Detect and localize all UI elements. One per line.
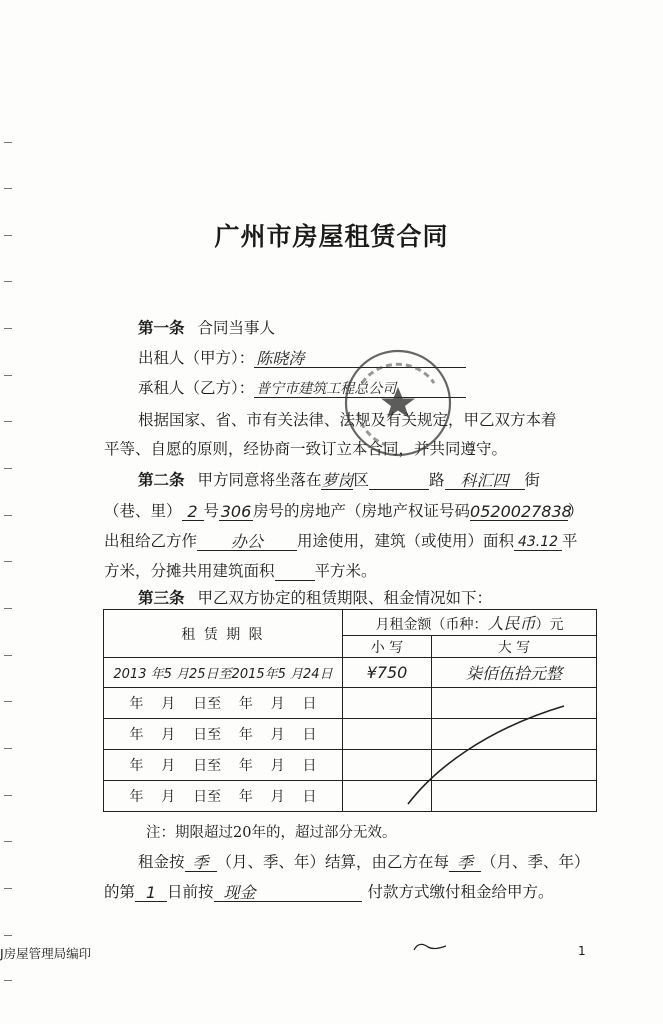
article2-line4 (104, 561, 377, 581)
payment-method-field: 现金 (214, 883, 362, 902)
payment-text: （月、季、年） (481, 853, 590, 871)
district-field: 萝岗 (321, 471, 354, 490)
margin-tick (4, 421, 12, 422)
strike-through-line (404, 700, 574, 810)
tenant-field: 普宁市建筑工程总公司 (254, 379, 466, 398)
footer-publisher: J房屋管理局编印 (0, 946, 92, 961)
use-field: 办公 (197, 532, 297, 551)
payment-text: （月、季、年）结算，由乙方在每 (216, 853, 450, 871)
currency-field: 人民币 (487, 614, 536, 633)
period-cell: 年 月 日至 年 月 日 (104, 750, 343, 781)
article2-text: 平方米。 (314, 562, 377, 580)
period-cell: 2013 年5 月25日至2015年5 月24日 (104, 658, 343, 688)
article2-line1 (138, 470, 540, 490)
margin-tick (4, 281, 12, 282)
margin-tick (4, 142, 12, 143)
small-amount-header: 小 写 (343, 636, 432, 658)
lane-number-field: 2 (182, 502, 204, 521)
margin-tick (4, 795, 12, 796)
landlord-label: 出租人（甲方）： (138, 349, 255, 367)
article1-para-line2: 平等、自愿的原则，经协商一致订立本合同，并共同遵守。 (104, 440, 508, 458)
article2-text: 平 (562, 532, 578, 550)
article2-text: （巷、里） (104, 502, 182, 520)
article3-heading: 第三条 (138, 588, 185, 607)
note: 注：期限超过20年的，超过部分无效。 (146, 825, 397, 841)
payment-text: 日前按 (167, 883, 214, 901)
handwritten-mark (410, 938, 450, 958)
monthly-rent-header-suffix: ）元 (535, 617, 564, 633)
article2-text: 方米，分摊共用建筑面积 (104, 562, 275, 580)
period-cell: 年 月 日至 年 月 日 (104, 719, 343, 750)
article2-line3 (104, 531, 578, 551)
page-number: 1 (578, 944, 586, 958)
article3-line (138, 588, 492, 608)
landlord-field: 陈晓涛 (254, 349, 466, 368)
article2-line2 (104, 501, 584, 521)
room-number-field: 306 (220, 502, 252, 521)
margin-tick (4, 328, 12, 329)
monthly-rent-header (343, 610, 597, 636)
article2-text: 街 (524, 471, 541, 489)
page-title: 广州市房屋租赁合同 (214, 222, 449, 251)
period-header: 租 赁 期 限 (104, 610, 343, 658)
article2-text: 号 (203, 502, 220, 520)
article1-heading-text: 合同当事人 (197, 319, 275, 337)
margin-tick (4, 515, 12, 516)
margin-tick (4, 888, 12, 889)
margin-tick (4, 468, 12, 469)
period-cell: 年 月 日至 年 月 日 (104, 781, 343, 812)
shared-area-field (275, 562, 315, 581)
margin-tick (4, 701, 12, 702)
margin-tick (4, 561, 12, 562)
margin-tick (4, 655, 12, 656)
margin-tick (4, 375, 12, 376)
article2-text: 用途使用，建筑（或使用）面积 (297, 532, 515, 550)
margin-tick (4, 748, 12, 749)
payment-line1 (138, 852, 590, 872)
margin-tick (4, 980, 12, 981)
company-seal (338, 343, 458, 463)
margin-tick (4, 188, 12, 189)
big-amount-header: 大 写 (432, 636, 597, 658)
margin-tick (4, 608, 12, 609)
payment-text: 付款方式缴付租金给甲方。 (367, 883, 554, 901)
article3-text: 甲乙双方协定的租赁期限、租金情况如下： (197, 589, 492, 607)
article2-heading: 第二条 (138, 470, 185, 489)
payment-text: 的第 (104, 883, 136, 901)
article2-text: 区 (353, 471, 369, 489)
street-field: 科汇四 (445, 471, 525, 490)
monthly-rent-header-prefix: 月租金额（币种： (375, 617, 488, 633)
article2-text: 甲方同意将坐落在 (197, 471, 322, 489)
day-field: 1 (135, 883, 167, 902)
payment-line2 (104, 882, 554, 902)
article1-heading: 第一条 (138, 318, 185, 337)
margin-tick (4, 841, 12, 842)
article2-text: 路 (428, 471, 445, 489)
each-unit-field: 季 (449, 853, 481, 872)
road-field (369, 471, 429, 490)
margin-tick (4, 935, 12, 936)
article1-heading-line (138, 318, 275, 338)
article2-text: ） (568, 502, 584, 520)
article1-para-line1: 根据国家、省、市有关法律、法规及有关规定，甲乙双方本着 (138, 411, 557, 429)
small-amount-cell: ¥750 (343, 658, 432, 688)
payment-text: 租金按 (138, 853, 185, 871)
tenant-label: 承租人（乙方）： (138, 379, 255, 397)
cert-number-field: 0520027838 (470, 502, 572, 521)
article2-text: 出租给乙方作 (104, 532, 198, 550)
period-cell: 年 月 日至 年 月 日 (104, 688, 343, 719)
table-row (104, 658, 597, 688)
article2-text: 房号的房地产（房地产权证号码 (253, 502, 471, 520)
period-unit-field: 季 (185, 853, 217, 872)
area-field: 43.12 (514, 532, 562, 551)
big-amount-cell: 柒佰伍拾元整 (432, 658, 597, 688)
